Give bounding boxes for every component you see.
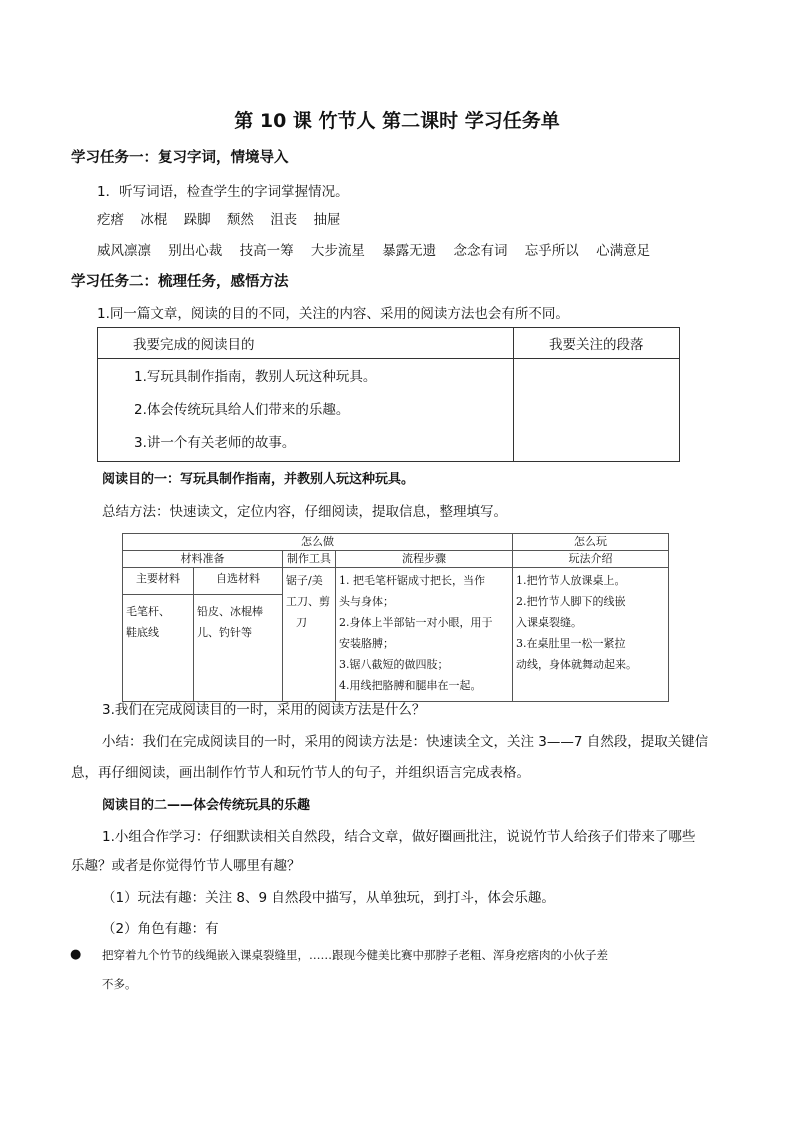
- purpose-item: 1.写玩具制作指南，教别人玩这种玩具。: [134, 369, 377, 385]
- fun-item2: （2）角色有趣：有: [102, 921, 219, 937]
- quote-line2: 不多。: [102, 977, 137, 991]
- word: 颓然: [226, 212, 254, 228]
- idiom: 心满意足: [596, 243, 651, 259]
- group-line2: 乐趣？或者是你觉得竹节人哪里有趣？: [71, 858, 301, 874]
- idiom: 大步流星: [310, 243, 365, 259]
- method-summary: 总结方法：快速读文，定位内容，仔细阅读，提取信息，整理填写。: [102, 504, 507, 520]
- task1-item1: 1．听写词语，检查学生的字词掌握情况。: [97, 184, 349, 200]
- page-title: 第 10 课 竹节人 第二课时 学习任务单: [234, 110, 560, 132]
- quote-line1: 把穿着九个竹节的线绳嵌入课桌裂缝里，……跟现今健美比赛中那脖子老粗、浑身疙瘩肉的小伙子差: [102, 948, 608, 962]
- task2-item1: 1.同一篇文章，阅读的目的不同，关注的内容、采用的阅读方法也会有所不同。: [97, 306, 569, 322]
- idiom: 技高一筹: [239, 243, 294, 259]
- word-list: [97, 208, 352, 228]
- play-intro-value: 1.把竹节人放课桌上。 2.把竹节人脚下的线嵌 入课桌裂缝。 3.在桌肚里一松一紧拉 动线，身体就舞动起来。: [513, 568, 669, 702]
- group-line1: 1.小组合作学习：仔细默读相关自然段，结合文章，做好圈画批注，说说竹节人给孩子们带来了哪些: [102, 829, 696, 845]
- summary-line2: 息，再仔细阅读，画出制作竹节人和玩竹节人的句子，并组织语言完成表格。: [71, 765, 530, 781]
- purpose2-heading: 阅读目的二——体会传统玩具的乐趣: [102, 798, 311, 813]
- task1-heading: 学习任务一：复习字词，情境导入: [71, 150, 289, 166]
- optional-materials-value: 铅皮、冰棍棒 儿、钓针等: [194, 595, 283, 702]
- word: 抽屉: [313, 212, 341, 228]
- toy-guide-table: [122, 533, 669, 702]
- task2-heading: 学习任务二：梳理任务，感悟方法: [71, 274, 289, 290]
- fun-item1: （1）玩法有趣：关注 8、9 自然段中描写，从单独玩，到打斗，体会乐趣。: [102, 890, 555, 906]
- steps-value: 1. 把毛笔杆锯成寸把长，当作 头与身体； 2.身体上半部钻一对小眼，用于 安装胳膊； 3.锯八截短的做四肢； 4.用线把胳膊和腿串在一起。: [336, 568, 513, 702]
- purpose-list: [98, 359, 514, 462]
- tools-header: 制作工具: [283, 551, 336, 568]
- word: 跺脚: [183, 212, 211, 228]
- idiom-list: [97, 239, 663, 259]
- main-materials-value: 毛笔杆、 鞋底线: [123, 595, 194, 702]
- idiom: 别出心裁: [168, 243, 223, 259]
- purpose1-heading: 阅读目的一：写玩具制作指南，并教别人玩这种玩具。: [102, 472, 415, 487]
- optional-materials-header: 自选材料: [194, 568, 283, 595]
- paragraph-cell[interactable]: [514, 359, 680, 462]
- steps-header: 流程步骤: [336, 551, 513, 568]
- idiom: 念念有词: [453, 243, 508, 259]
- play-intro-header: 玩法介绍: [513, 551, 669, 568]
- idiom: 暴露无遗: [382, 243, 437, 259]
- how-to-play-header: 怎么玩: [513, 534, 669, 551]
- how-to-make-header: 怎么做: [123, 534, 513, 551]
- summary-line1: 小结：我们在完成阅读目的一时，采用的阅读方法是：快速读全文，关注 3——7 自然段，提取关键信: [102, 734, 709, 750]
- paragraph-header: 我要关注的段落: [514, 328, 680, 359]
- main-materials-header: 主要材料: [123, 568, 194, 595]
- materials-header: 材料准备: [123, 551, 283, 568]
- question3: 3.我们在完成阅读目的一时，采用的阅读方法是什么？: [102, 702, 426, 718]
- purpose-header: 我要完成的阅读目的: [98, 328, 514, 359]
- word: 冰棍: [140, 212, 168, 228]
- word: 疙瘩: [97, 212, 124, 228]
- purpose-item: 2.体会传统玩具给人们带来的乐趣。: [134, 402, 350, 418]
- purpose-item: 3.讲一个有关老师的故事。: [134, 435, 296, 451]
- tools-value: 锯子/美 工刀、剪 刀: [283, 568, 336, 702]
- word: 沮丧: [270, 212, 298, 228]
- bullet-icon: ●: [70, 947, 82, 962]
- idiom: 威风凛凛: [97, 243, 151, 259]
- purpose-table: [97, 327, 680, 462]
- idiom: 忘乎所以: [524, 243, 579, 259]
